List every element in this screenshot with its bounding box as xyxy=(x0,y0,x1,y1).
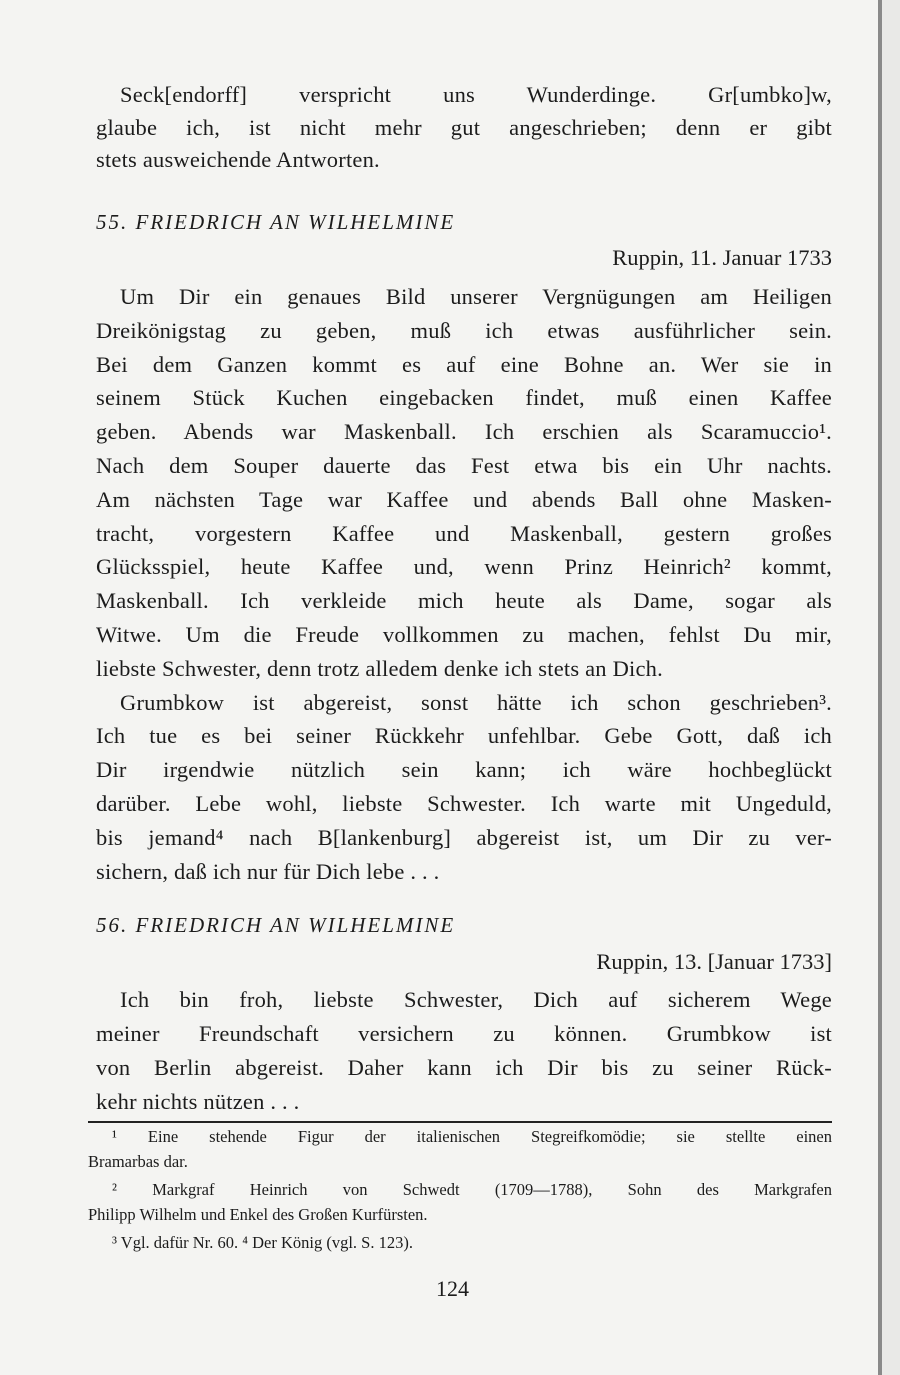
text-line: Dreikönigstag zu geben, muß ich etwas ausführlicher sein. xyxy=(96,317,832,343)
text-line: Ich tue es bei seiner Rückkehr unfehlbar. Gebe Gott, daß ich xyxy=(96,723,832,749)
letter-55-place-date: Ruppin, 11. Januar 1733 xyxy=(612,245,832,270)
text-line: meiner Freundschaft versichern zu können. Grumbkow ist xyxy=(96,1021,832,1046)
footnote-line: Philipp Wilhelm und Enkel des Großen Kurfürsten. xyxy=(88,1205,428,1224)
text-line: Maskenball. Ich verkleide mich heute als Dame, sogar als xyxy=(96,588,832,614)
page-margin xyxy=(882,0,900,1375)
letter-55-heading: 55. FRIEDRICH AN WILHELMINE xyxy=(96,210,456,234)
text-line: liebste Schwester, denn trotz alledem denke ich stets an Dich. xyxy=(96,655,663,681)
footnote-line: ² Markgraf Heinrich von Schwedt (1709—1788), Sohn des Markgrafen xyxy=(112,1180,832,1199)
text-line: Dir irgendwie nützlich sein kann; ich wäre hochbeglückt xyxy=(96,757,832,783)
text-line: Grumbkow ist abgereist, sonst hätte ich schon geschrieben³. xyxy=(120,689,832,715)
page-edge-shadow xyxy=(878,0,882,1375)
page-number: 124 xyxy=(436,1276,469,1301)
text-line: glaube ich, ist nicht mehr gut angeschrieben; denn er gibt xyxy=(96,115,832,140)
text-line: Um Dir ein genaues Bild unserer Vergnügungen am Heiligen xyxy=(120,284,832,309)
text-line: sichern, daß ich nur für Dich lebe . . . xyxy=(96,858,440,884)
text-line: Nach dem Souper dauerte das Fest etwa bis ein Uhr nachts. xyxy=(96,453,832,478)
text-line: Glücksspiel, heute Kaffee und, wenn Prinz Heinrich² kommt, xyxy=(96,554,832,580)
footnote-line: ³ Vgl. dafür Nr. 60. ⁴ Der König (vgl. S. 123). xyxy=(112,1233,413,1252)
footnote-line: ¹ Eine stehende Figur der italienischen Stegreifkomödie; sie stellte einen xyxy=(112,1127,832,1146)
text-line: Bei dem Ganzen kommt es auf eine Bohne an. Wer sie in xyxy=(96,351,832,377)
footnote-rule xyxy=(88,1121,832,1123)
letter-56-heading: 56. FRIEDRICH AN WILHELMINE xyxy=(96,913,456,937)
text-line: von Berlin abgereist. Daher kann ich Dir bis zu seiner Rück- xyxy=(96,1055,832,1080)
text-line: Ich bin froh, liebste Schwester, Dich auf sicherem Wege xyxy=(120,987,832,1012)
text-line: geben. Abends war Maskenball. Ich erschien als Scaramuccio¹. xyxy=(96,419,832,445)
text-line: Am nächsten Tage war Kaffee und abends Ball ohne Masken- xyxy=(96,486,832,512)
text-line: darüber. Lebe wohl, liebste Schwester. Ich warte mit Ungeduld, xyxy=(96,791,832,816)
text-line: kehr nichts nützen . . . xyxy=(96,1089,300,1114)
text-line: tracht, vorgestern Kaffee und Maskenball, gestern großes xyxy=(96,520,832,546)
text-line: bis jemand⁴ nach B[lankenburg] abgereist ist, um Dir zu ver- xyxy=(96,824,832,850)
text-line: seinem Stück Kuchen eingebacken findet, muß einen Kaffee xyxy=(96,385,832,411)
letter-56-place-date: Ruppin, 13. [Januar 1733] xyxy=(596,949,832,974)
text-line: Seck[endorff] verspricht uns Wunderdinge. Gr[umbko]w, xyxy=(120,82,832,107)
text-line: Witwe. Um die Freude vollkommen zu machen, fehlst Du mir, xyxy=(96,622,832,647)
text-line: stets ausweichende Antworten. xyxy=(96,147,380,172)
footnote-line: Bramarbas dar. xyxy=(88,1152,188,1171)
